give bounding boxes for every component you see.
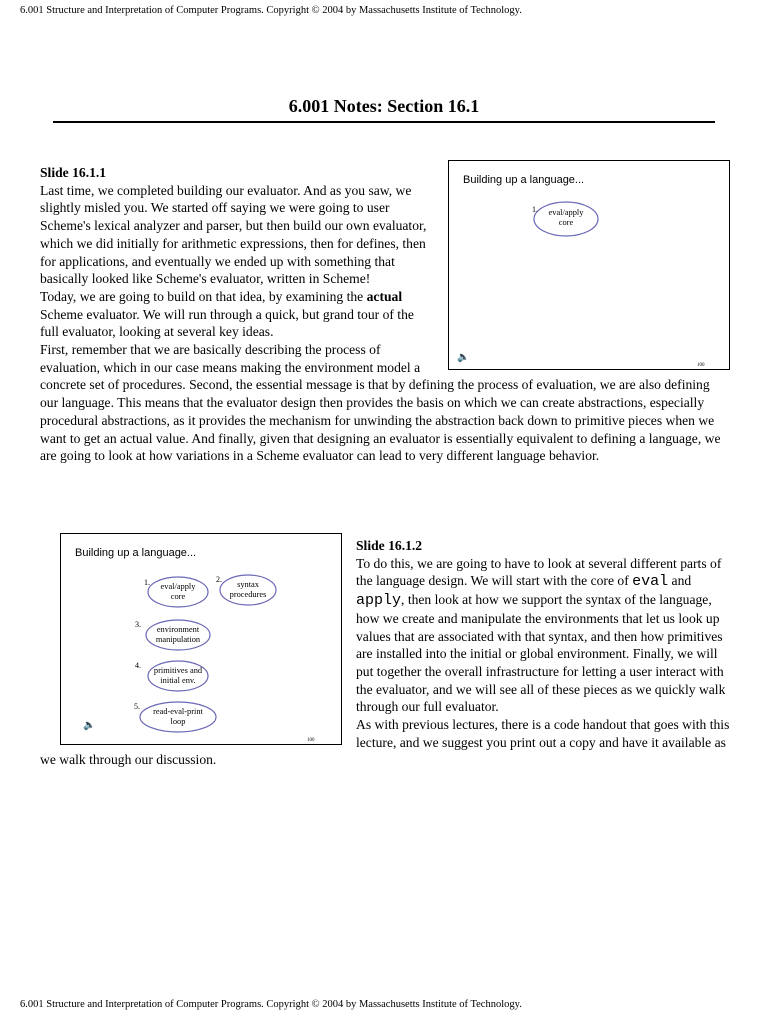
code-eval: eval [632, 573, 669, 591]
speaker-icon: 🔈 [457, 352, 470, 363]
text-run: Today, we are going to build on that idea, by examining the [40, 288, 367, 304]
node-line: manipulation [155, 635, 201, 644]
slide-heading: Slide 16.1.2 [356, 538, 423, 553]
node-line: eval/apply [160, 582, 196, 591]
speaker-icon: 🔈 [83, 720, 96, 731]
node-label-eval-apply [148, 582, 208, 602]
slide-16-1-1-figure-slot [448, 160, 730, 370]
slide-16-1-2-figure-slot [60, 533, 342, 745]
node-line: read-eval-print [153, 707, 203, 716]
text-run: To do this, we are going to have to look at several different parts of the language design. We will start with the core of [356, 555, 722, 589]
page-title: 6.001 Notes: Section 16.1 [288, 96, 480, 116]
node-label-eval-apply [536, 208, 596, 228]
slide-16-1-1-figure [448, 160, 730, 370]
slide-16-1-1-diagram [449, 161, 731, 371]
node-label-environment [143, 625, 213, 645]
paragraph: As with previous lectures, there is a code handout that goes with this lecture, and we suggest you print out a copy and have it available as we walk through our discussion. [40, 717, 730, 768]
node-label-syntax [218, 580, 278, 600]
code-apply: apply [356, 592, 402, 610]
node-line: primitives and [153, 666, 203, 675]
node-number: 4. [135, 661, 141, 670]
node-line: core [558, 218, 574, 227]
node-line: syntax [237, 580, 259, 589]
page-header: 6.001 Structure and Interpretation of Computer Programs. Copyright © 2004 by Massachusetts Institute of Technology. [20, 5, 522, 16]
slide-16-1-2-section [40, 537, 730, 769]
bold-text: actual [366, 288, 403, 304]
slide-number: 100 [697, 363, 705, 368]
slide-16-1-2-figure [60, 533, 342, 745]
node-line: initial env. [160, 676, 196, 685]
title-rule [53, 121, 715, 123]
slide-heading: Slide 16.1.1 [40, 165, 107, 180]
node-number: 2. [216, 575, 222, 584]
node-number: 3. [135, 620, 141, 629]
node-line: core [170, 592, 186, 601]
node-line: environment [156, 625, 200, 634]
node-number: 5. [134, 702, 140, 711]
node-number: 1. [144, 578, 150, 587]
node-line: procedures [229, 590, 267, 599]
paragraph: Last time, we completed building our evaluator. And as you saw, we slightly misled you. We started off saying we were going to user Scheme's lexical analyzer and parser, but then build our own evaluator, which we did initially for arithmetic expressions, then for defines, then for applications, and eventually we ended up with something that basically looked like Scheme's evaluator, written in Scheme! [40, 182, 427, 287]
slide-title: Building up a language... [463, 174, 585, 186]
text-run: Scheme evaluator. We will run through a quick, but grand tour of the full evaluator, looking at several key ideas. [40, 306, 414, 340]
node-line: eval/apply [548, 208, 584, 217]
slide-title: Building up a language... [75, 547, 197, 559]
slide-16-1-1-section [40, 164, 730, 465]
paragraph: First, remember that we are basically describing the process of evaluation, which in our case means making the environment model a concrete set of procedures. Second, the essential message is that by defining the process of evaluation, we are also defining our language. This means that the evaluator design then provides the basis on which we can create abstractions, especially procedural abstractions, as it provides the mechanism for unwinding the abstraction back down to primitive pieces when we want to get an actual value. And finally, given that designing an evaluator is essentially equivalent to defining a language, we are going to look at how variations in a Scheme evaluator can lead to very different language behavior. [40, 342, 721, 464]
page-footer: 6.001 Structure and Interpretation of Computer Programs. Copyright © 2004 by Massachusetts Institute of Technology. [20, 999, 522, 1010]
node-number: 1. [532, 205, 538, 214]
text-run: and [668, 573, 692, 589]
node-line: loop [170, 717, 186, 726]
slide-number: 100 [307, 738, 315, 743]
text-run: , then look at how we support the syntax of the language, how we create and manipulate the environments that let us look up values that are associated with that syntax, and then how primitives are installed into the initial or global environment. Finally, we will put together the overall infrastructure for letting a user interact with the evaluator, and we will see all of these pieces as we quickly walk through our full evaluator. [356, 592, 726, 715]
node-label-primitives [143, 666, 213, 686]
node-label-repl [138, 707, 218, 727]
